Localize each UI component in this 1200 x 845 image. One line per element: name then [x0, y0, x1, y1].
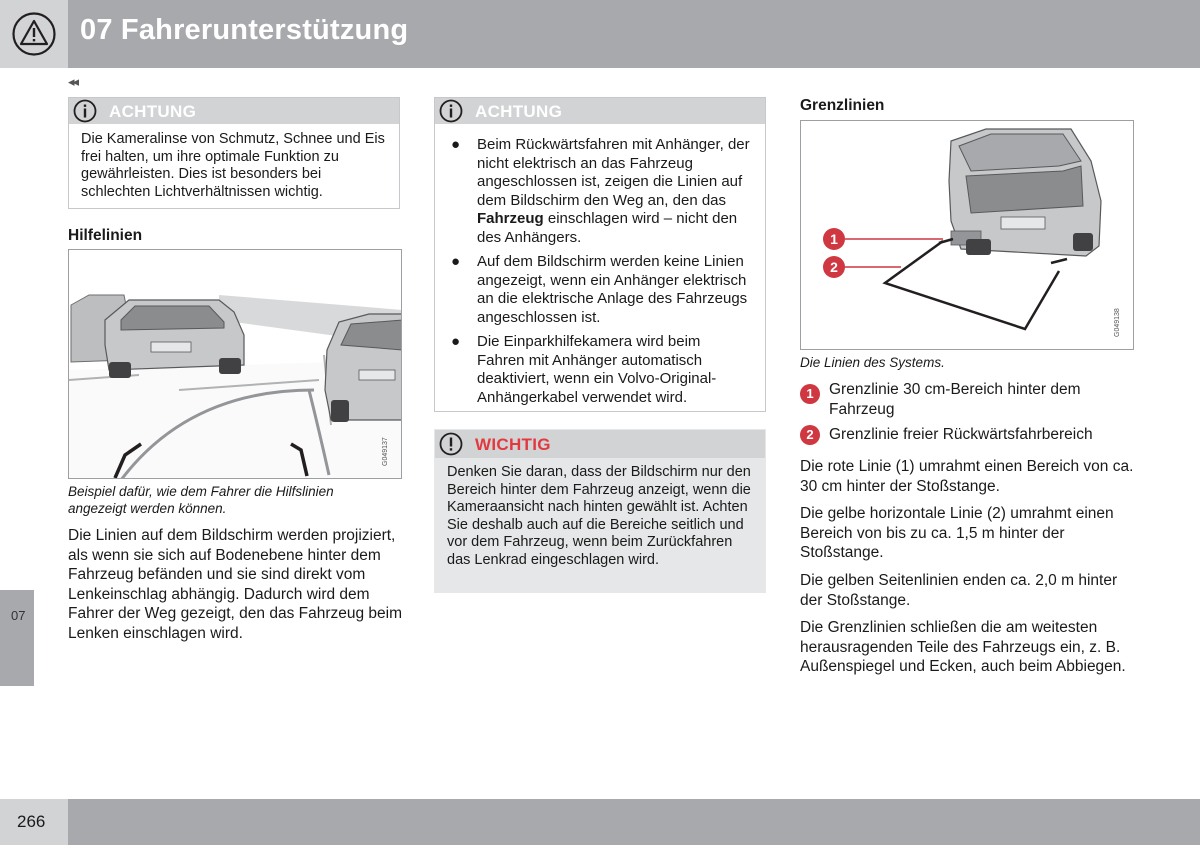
parked-car-right	[325, 314, 402, 422]
section-heading-grenzlinien: Grenzlinien	[800, 97, 885, 114]
bullet-bold-text: Fahrzeug	[477, 210, 544, 227]
body-paragraph-4: Die Grenzlinien schließen die am weitesten herausragenden Teile des Fahrzeugs ein, z. B. Außenspiegel und Ecken, auch beim Abbiegen.	[800, 619, 1126, 676]
bullet-text: Beim Rückwärtsfahren mit Anhänger, der nicht elektrisch an das Fahrzeug angeschlossen ist, zeigen die Linien auf dem Bildschirm den Weg an, den das	[477, 136, 750, 209]
list-item	[447, 136, 751, 247]
number-badge-icon: 1	[800, 384, 820, 404]
chapter-side-tab[interactable]	[0, 590, 34, 686]
info-icon	[73, 99, 97, 123]
page-header	[0, 0, 1200, 68]
page-number: 266	[17, 812, 46, 831]
bullet-dot-icon: ●	[451, 333, 461, 350]
page-footer	[0, 799, 1200, 845]
figure-caption-hilfelinien: Beispiel dafür, wie dem Fahrer die Hilfslinien angezeigt werden können.	[68, 484, 334, 516]
warning-box-achtung-2	[434, 97, 766, 412]
back-nav-arrows[interactable]: ◂◂	[68, 74, 78, 89]
callout-marker-1-label: 1	[830, 231, 838, 247]
bullet-text: Die Einparkhilfekamera wird beim Fahren mit Anhänger automatisch deaktiviert, wenn ein Volvo-Original-Anhängerkabel verwendet wird.	[477, 333, 717, 406]
important-text: Denken Sie daran, dass der Bildschirm nur den Bereich hinter dem Fahrzeug anzeigt, wenn die Kameraansicht nach hinten gewählt ist. Achten Sie deshalb auch auf die Bereiche seitlich und vor dem Fahrzeug, wenn beim Zurückfahren das Lenkrad eingeschlagen wird.	[447, 464, 751, 568]
warning-bullet-list	[435, 124, 765, 407]
figure-code: G049137	[382, 437, 389, 466]
warning-label: ACHTUNG	[475, 102, 563, 121]
parking-camera-illustration	[69, 250, 402, 479]
bullet-text: Auf dem Bildschirm werden keine Linien angezeigt, wenn ein Anhänger elektrisch an die elektrische Anlage des Fahrzeugs angeschlossen ist.	[477, 253, 748, 326]
figure-guide-lines	[68, 249, 402, 479]
body-paragraph-3: Die gelben Seitenlinien enden ca. 2,0 m hinter der Stoßstange.	[800, 572, 1118, 609]
important-box-header	[435, 430, 765, 458]
warning-box-header	[69, 98, 399, 124]
header-icon-box	[0, 0, 68, 68]
warning-triangle-icon	[12, 12, 56, 56]
warning-box-header	[435, 98, 765, 124]
section-heading-hilfelinien: Hilfelinien	[68, 227, 143, 244]
numbered-item-1	[800, 380, 1130, 419]
numbered-item-text: Grenzlinie 30 cm-Bereich hinter dem Fahrzeug	[829, 381, 1081, 418]
body-paragraph-1: Die rote Linie (1) umrahmt einen Bereich von ca. 30 cm hinter der Stoßstange.	[800, 458, 1134, 495]
boundary-lines-illustration	[801, 121, 1134, 350]
body-paragraph-2: Die gelbe horizontale Linie (2) umrahmt einen Bereich von bis zu ca. 1,5 m hinter der Stoßstange.	[800, 505, 1114, 562]
body-paragraph-hilfelinien: Die Linien auf dem Bildschirm werden projiziert, als wenn sie sich auf Bodenebene hinter dem Fahrzeug befänden und sie sind direkt vom Lenkeinschlag abhängig. Dadurch wird dem Fahrer der Weg gezeigt, den das Fahrzeug beim Lenken einschlagen wird.	[68, 527, 403, 642]
warning-box-achtung-1	[68, 97, 400, 209]
exclamation-icon	[439, 432, 463, 456]
chapter-title: 07 Fahrerunterstützung	[80, 14, 409, 46]
figure-code: G049138	[1114, 308, 1121, 337]
car-rear-view	[949, 129, 1101, 256]
bullet-text: einschlagen wird – nicht den des Anhängers.	[477, 210, 738, 246]
warning-text: Die Kameralinse von Schmutz, Schnee und Eis frei halten, um ihre optimale Funktion zu gewährleisten. Dies ist besonders bei schlechten Lichtverhältnissen wichtig.	[81, 131, 385, 200]
figure-caption-grenzlinien: Die Linien des Systems.	[800, 355, 945, 370]
figure-boundary-lines	[800, 120, 1134, 350]
bullet-dot-icon: ●	[451, 136, 461, 153]
numbered-item-2	[800, 425, 1130, 445]
important-label: WICHTIG	[475, 435, 551, 454]
callout-marker-2-label: 2	[830, 259, 838, 275]
chapter-side-tab-label: 07	[11, 608, 26, 623]
numbered-item-text: Grenzlinie freier Rückwärtsfahrbereich	[829, 426, 1093, 443]
page-number-box	[0, 799, 68, 845]
warning-label: ACHTUNG	[109, 102, 197, 121]
number-badge-icon: 2	[800, 425, 820, 445]
important-box-wichtig	[434, 429, 766, 593]
bullet-dot-icon: ●	[451, 253, 461, 270]
list-item	[447, 333, 751, 407]
list-item	[447, 253, 751, 327]
info-icon	[439, 99, 463, 123]
